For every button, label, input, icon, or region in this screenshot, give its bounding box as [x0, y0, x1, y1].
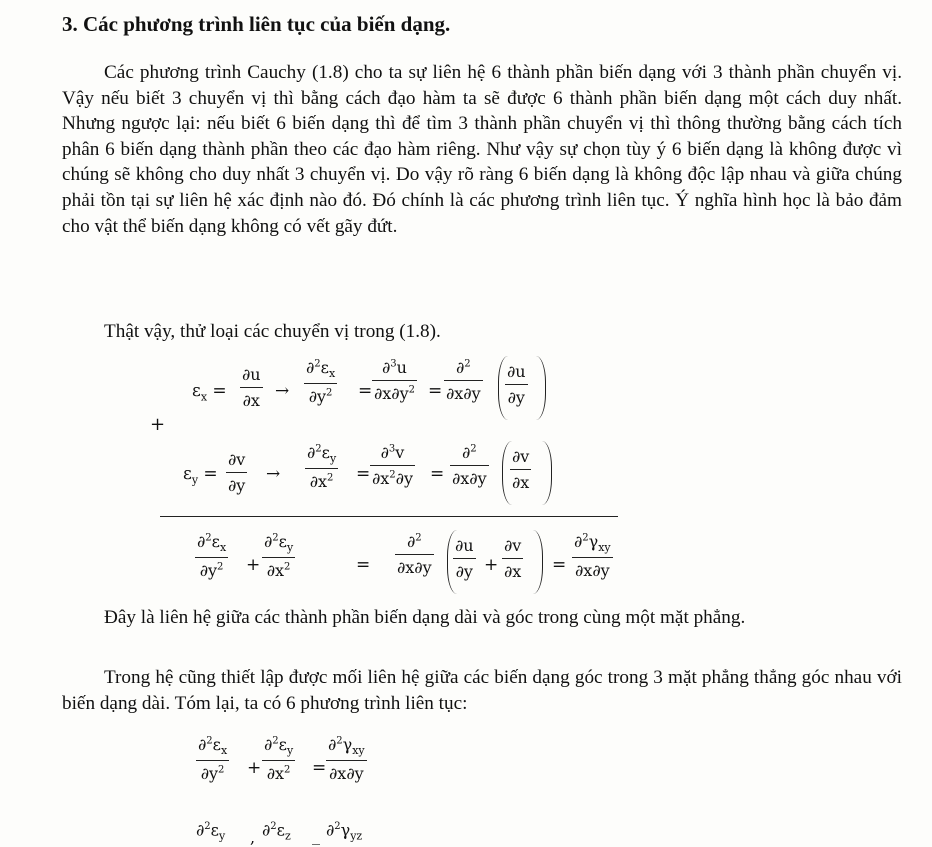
res-du-dy: $\frac{\partial u}{\partial y}$: [455, 536, 474, 581]
plus-sign: +: [150, 414, 166, 435]
paragraph-relation: Đây là liên hệ giữa các thành phần biến dạng dài và góc trong cùng một mặt phẳng.: [104, 607, 746, 628]
res-d2-dxdy: $\frac{\partial^2}{\partial x\partial y}$: [397, 532, 432, 577]
eq2-lhs: $\varepsilon_y$ =: [183, 464, 218, 487]
arrow-1: →: [275, 381, 290, 401]
eq2-dv-dx: $\frac{\partial v}{\partial x}$: [512, 447, 530, 492]
paragraph-proof-intro: Thật vậy, thử loại các chuyển vị trong (1.8).: [104, 321, 441, 342]
sum-line: [160, 516, 618, 517]
eq1-lhs: $\varepsilon_x$ =: [192, 381, 227, 404]
cont2-d2ey: $\partial^2\varepsilon_y$: [196, 820, 226, 843]
cont2-d2gyz: $\partial^2\gamma_{yz}$: [326, 820, 363, 843]
eq1-d2ex-dy2: $\frac{\partial^2\varepsilon_x}{\partial y^2}$: [306, 358, 336, 407]
cont2-d2ez: $\partial^2\varepsilon_z$: [262, 820, 291, 843]
derivation-equations: $\varepsilon_x$ = $\frac{\partial u}{\partial x}$ → $\frac{\partial^2\varepsilon_x}{\partial y^2}$ = $\frac{\partial^3u}{\partial x\partial y^2}$ = $\frac{\partial^2}{\partial x\partial y}$ $\frac{\partial u}{\partial y}$ + $\varepsilon_y$ = $\frac{\partial v}{\partial y}$ → $\frac{\partial^2\varepsilon_y}{\partial x^2}$ = $\frac{\partial^3v}{\partial x^2\partial y}$ = $\frac{\partial^2}{\partial x\partial y}$ $\frac{\partial v}{\partial x}$ $\frac{\partial^2\varepsilon_x}{\partial y^2}$ + $\frac{\partial^2\varepsilon_y}{\partial x^2}$ = $\frac{\partial^2}{\partial x\partial y}$ $\frac{\partial u}{\partial y}$ + $\frac{\partial v}{\partial x}$ = $\partial^2\gamma_{xy}$ ∂x∂y: [0, 0, 932, 847]
res-d2ex-dy2: $\frac{\partial^2\varepsilon_x}{\partial y^2}$: [197, 532, 227, 581]
eq2-dv-dy: $\frac{\partial v}{\partial y}$: [228, 450, 246, 495]
res-d2gxy-dxdy: $\partial^2\gamma_{xy}$ ∂x∂y: [574, 532, 611, 581]
res-dv-dx: $\frac{\partial v}{\partial x}$: [504, 536, 522, 581]
paragraph-intro: Các phương trình Cauchy (1.8) cho ta sự liên hệ 6 thành phần biến dạng với 3 thành phần chuyển vị. Vậy nếu biết 3 chuyển vị thì bằng cách đạo hàm ta sẽ được 6 thành phần biến dạng một cách duy nhất. Nhưng ngược lại: nếu biết 6 biến dạng thì để tìm 3 thành phần chuyển vị thì thông thường bằng cách tích phân 6 biến dạng thành phần theo các đạo hàm riêng. Như vậy sự chọn tùy ý 6 biến dạng là không được vì chúng sẽ không cho duy nhất 3 chuyển vị. Do vậy rõ ràng 6 biến dạng là không độc lập nhau và giữa chúng phải tồn tại sự liên hệ xác định nào đó. Đó chính là các phương trình liên tục. Ý nghĩa hình học là bảo đảm cho vật thể biến dạng không có vết gãy đứt.: [62, 62, 902, 237]
cont1-d2ey-dx2: $\frac{\partial^2\varepsilon_y}{\partial x^2}$: [264, 735, 294, 784]
paragraph-summary: Trong hệ cũng thiết lập được mối liên hệ giữa các biến dạng góc trong 3 mặt phẳng thẳng góc nhau với biến dạng dài. Tóm lại, ta có 6 phương trình liên tục:: [62, 667, 902, 714]
cont1-d2ex-dy2: $\frac{\partial^2\varepsilon_x}{\partial y^2}$: [198, 735, 228, 784]
eq1-d2-dxdy: $\frac{\partial^2}{\partial x\partial y}$: [446, 358, 481, 403]
cont1-d2gxy-dxdy: $\partial^2\gamma_{xy}$ ∂x∂y: [328, 735, 365, 784]
eq2-d3v: $\frac{\partial^3v}{\partial x^2\partial y}$: [372, 443, 413, 488]
eq2-d2ey-dx2: $\frac{\partial^2\varepsilon_y}{\partial x^2}$: [307, 443, 337, 492]
eq2-d2-dxdy: $\frac{\partial^2}{\partial x\partial y}$: [452, 443, 487, 488]
continuity-equations: $\frac{\partial^2\varepsilon_x}{\partial y^2}$ + $\frac{\partial^2\varepsilon_y}{\partial x^2}$ = $\partial^2\gamma_{xy}$ ∂x∂y $\partial^2\varepsilon_y$ , $\partial^2\varepsilon_z$ _ $\partial^2\gamma_{yz}$: [196, 735, 365, 847]
eq1-d3u: $\frac{\partial^3u}{\partial x\partial y^2}$: [374, 358, 415, 403]
eq1-du-dx: $\frac{\partial u}{\partial x}$: [242, 365, 261, 410]
eq1-du-dy: $\frac{\partial u}{\partial y}$: [507, 362, 526, 407]
res-d2ey-dx2: $\frac{\partial^2\varepsilon_y}{\partial x^2}$: [264, 532, 294, 581]
arrow-2: →: [266, 464, 281, 484]
section-title: 3. Các phương trình liên tục của biến dạng.: [62, 12, 451, 36]
